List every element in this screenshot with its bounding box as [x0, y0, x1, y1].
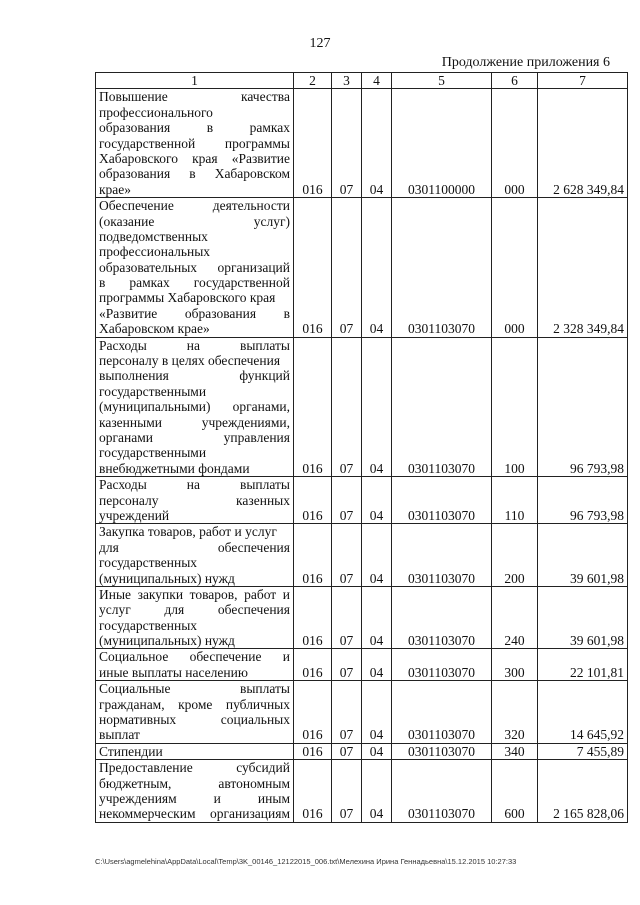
- subsection-code-cell: 04: [362, 743, 392, 759]
- row-description: [96, 649, 294, 681]
- ministry-code-cell: 016: [294, 586, 332, 649]
- description-line: Хабаровском крае»: [99, 321, 210, 337]
- description-line: государственной программы: [99, 135, 290, 151]
- target-article-code-cell: 0301103070: [392, 198, 492, 338]
- description-line: выплат: [99, 727, 140, 743]
- subsection-code-cell: 04: [362, 337, 392, 477]
- description-line: персоналу в целях обеспечения: [99, 353, 281, 369]
- expense-type-code-cell: 600: [492, 760, 538, 823]
- description-line: некоммерческим организациям: [99, 806, 290, 822]
- subsection-code-cell: 04: [362, 89, 392, 198]
- description-line: органами управления: [99, 430, 290, 445]
- target-article-code-cell: 0301103070: [392, 681, 492, 744]
- description-line: образования в Хабаровском: [99, 166, 290, 182]
- section-code-cell: 07: [332, 524, 362, 587]
- description-line: Социальное обеспечение и: [99, 649, 290, 665]
- description-line: Обеспечение деятельности: [99, 198, 290, 214]
- description-line: «Развитие образования в: [99, 305, 290, 321]
- description-line: гражданам, кроме публичных: [99, 696, 290, 712]
- column-header: 5: [392, 73, 492, 89]
- expense-type-code-cell: 110: [492, 477, 538, 524]
- description-line: персоналу казенных: [99, 492, 290, 508]
- table-row: [96, 337, 628, 477]
- amount-cell: 39 601,98: [538, 524, 628, 587]
- section-code-cell: 07: [332, 743, 362, 759]
- description-line: Иные закупки товаров, работ и: [99, 586, 290, 602]
- column-header: 1: [96, 73, 294, 89]
- target-article-code-cell: 0301100000: [392, 89, 492, 198]
- description-line: нормативных социальных: [99, 712, 290, 728]
- description-line: государственных: [99, 617, 198, 633]
- description-line: подведомственных: [99, 228, 208, 244]
- row-description: [96, 760, 294, 823]
- description-line: услуг для обеспечения: [99, 602, 290, 618]
- amount-cell: 96 793,98: [538, 337, 628, 477]
- description-line: Предоставление субсидий: [99, 760, 290, 776]
- row-description: [96, 477, 294, 524]
- column-header: 3: [332, 73, 362, 89]
- description-line: государственных: [99, 555, 198, 571]
- appendix-continuation-note: Продолжение приложения 6: [441, 55, 610, 70]
- row-description: [96, 586, 294, 649]
- description-line: образования в рамках: [99, 120, 290, 136]
- section-code-cell: 07: [332, 586, 362, 649]
- ministry-code-cell: 016: [294, 649, 332, 681]
- amount-cell: 39 601,98: [538, 586, 628, 649]
- description-line: в рамках государственной: [99, 275, 290, 291]
- description-line: (муниципальных) нужд: [99, 570, 235, 586]
- amount-cell: 96 793,98: [538, 477, 628, 524]
- ministry-code-cell: 016: [294, 89, 332, 198]
- column-header: 6: [492, 73, 538, 89]
- description-line: внебюджетными фондами: [99, 460, 250, 476]
- description-line: казенными учреждениями,: [99, 414, 290, 430]
- table-row: [96, 681, 628, 744]
- description-line: для обеспечения: [99, 539, 290, 555]
- subsection-code-cell: 04: [362, 681, 392, 744]
- budget-allocation-table: [95, 72, 628, 823]
- description-line: (муниципальными) органами,: [99, 399, 290, 415]
- ministry-code-cell: 016: [294, 760, 332, 823]
- table-row: [96, 198, 628, 338]
- description-line: бюджетным, автономным: [99, 775, 290, 791]
- table-row: [96, 760, 628, 823]
- description-line: государственными: [99, 445, 207, 461]
- amount-cell: 14 645,92: [538, 681, 628, 744]
- subsection-code-cell: 04: [362, 198, 392, 338]
- amount-cell: 2 628 349,84: [538, 89, 628, 198]
- amount-cell: 22 101,81: [538, 649, 628, 681]
- column-header: 7: [538, 73, 628, 89]
- ministry-code-cell: 016: [294, 337, 332, 477]
- table-row: [96, 586, 628, 649]
- target-article-code-cell: 0301103070: [392, 477, 492, 524]
- description-line: учреждениям и иным: [99, 791, 290, 806]
- description-line: Социальные выплаты: [99, 681, 290, 697]
- description-line: Стипендии: [99, 743, 163, 759]
- ministry-code-cell: 016: [294, 524, 332, 587]
- subsection-code-cell: 04: [362, 524, 392, 587]
- ministry-code-cell: 016: [294, 681, 332, 744]
- expense-type-code-cell: 240: [492, 586, 538, 649]
- description-line: Хабаровского края «Развитие: [99, 150, 290, 166]
- section-code-cell: 07: [332, 681, 362, 744]
- expense-type-code-cell: 000: [492, 198, 538, 338]
- target-article-code-cell: 0301103070: [392, 524, 492, 587]
- table-row: [96, 743, 628, 759]
- description-line: (муниципальных) нужд: [99, 633, 235, 649]
- description-line: иные выплаты населению: [99, 664, 248, 680]
- column-header: 4: [362, 73, 392, 89]
- description-line: программы Хабаровского края: [99, 290, 276, 306]
- section-code-cell: 07: [332, 89, 362, 198]
- description-line: выполнения функций: [99, 368, 290, 384]
- amount-cell: 2 328 349,84: [538, 198, 628, 338]
- target-article-code-cell: 0301103070: [392, 586, 492, 649]
- description-line: Расходы на выплаты: [99, 337, 290, 353]
- section-code-cell: 07: [332, 477, 362, 524]
- column-header: 2: [294, 73, 332, 89]
- description-line: профессионального: [99, 104, 213, 120]
- description-line: Расходы на выплаты: [99, 477, 290, 493]
- subsection-code-cell: 04: [362, 586, 392, 649]
- table-row: [96, 524, 628, 587]
- description-line: Повышение качества: [99, 89, 290, 105]
- subsection-code-cell: 04: [362, 649, 392, 681]
- ministry-code-cell: 016: [294, 477, 332, 524]
- description-line: государственными: [99, 383, 207, 399]
- row-description: [96, 198, 294, 338]
- section-code-cell: 07: [332, 649, 362, 681]
- expense-type-code-cell: 300: [492, 649, 538, 681]
- description-line: образовательных организаций: [99, 259, 290, 275]
- footer-file-path: C:\Users\agmelehina\AppData\Local\Temp\3K_00146_12122015_006.txt\Мелехина Ирина Геннадьевна\15.12.2015 10:27:33: [95, 857, 517, 866]
- page-number: 127: [309, 36, 331, 51]
- target-article-code-cell: 0301103070: [392, 760, 492, 823]
- section-code-cell: 07: [332, 337, 362, 477]
- subsection-code-cell: 04: [362, 477, 392, 524]
- row-description: [96, 524, 294, 587]
- expense-type-code-cell: 100: [492, 337, 538, 477]
- row-description: [96, 89, 294, 198]
- description-line: (оказание услуг): [99, 213, 290, 229]
- amount-cell: 7 455,89: [538, 743, 628, 759]
- table-row: [96, 89, 628, 198]
- expense-type-code-cell: 320: [492, 681, 538, 744]
- description-line: учреждений: [99, 507, 170, 523]
- table-row: [96, 477, 628, 524]
- section-code-cell: 07: [332, 760, 362, 823]
- section-code-cell: 07: [332, 198, 362, 338]
- amount-cell: 2 165 828,06: [538, 760, 628, 823]
- row-description: [96, 681, 294, 744]
- target-article-code-cell: 0301103070: [392, 337, 492, 477]
- table-header-row: [96, 73, 628, 89]
- ministry-code-cell: 016: [294, 198, 332, 338]
- expense-type-code-cell: 200: [492, 524, 538, 587]
- row-description: [96, 337, 294, 477]
- description-line: Закупка товаров, работ и услуг: [99, 524, 277, 540]
- subsection-code-cell: 04: [362, 760, 392, 823]
- target-article-code-cell: 0301103070: [392, 743, 492, 759]
- expense-type-code-cell: 000: [492, 89, 538, 198]
- description-line: профессиональных: [99, 244, 211, 260]
- expense-type-code-cell: 340: [492, 743, 538, 759]
- target-article-code-cell: 0301103070: [392, 649, 492, 681]
- row-description: [96, 743, 294, 759]
- description-line: крае»: [99, 181, 132, 197]
- ministry-code-cell: 016: [294, 743, 332, 759]
- table-row: [96, 649, 628, 681]
